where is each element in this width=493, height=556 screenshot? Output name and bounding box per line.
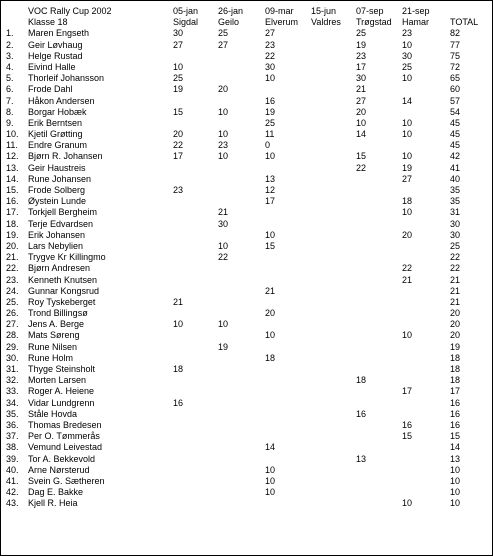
- driver-name: Lars Nebylien: [28, 240, 84, 251]
- score-cell-race-2: 10: [218, 319, 229, 330]
- rank-cell: 34.: [6, 397, 19, 408]
- driver-name: Roger A. Heiene: [28, 386, 95, 397]
- total-cell: 14: [450, 442, 461, 453]
- driver-name: Erik Berntsen: [28, 117, 83, 128]
- score-cell-race-6: 15: [402, 431, 413, 442]
- rank-cell: 12.: [6, 151, 19, 162]
- driver-name: Erik Johansen: [28, 229, 86, 240]
- rank-cell: 42.: [6, 487, 19, 498]
- class-subtitle: Klasse 18: [28, 17, 68, 28]
- score-cell-race-3: 10: [265, 151, 276, 162]
- rank-cell: 16.: [6, 196, 19, 207]
- rank-cell: 23.: [6, 274, 19, 285]
- total-cell: 18: [450, 352, 461, 363]
- score-cell-race-1: 10: [173, 61, 184, 72]
- score-cell-race-5: 13: [356, 453, 367, 464]
- rank-cell: 29.: [6, 341, 19, 352]
- total-cell: 77: [450, 39, 461, 50]
- score-cell-race-2: 25: [218, 28, 229, 39]
- score-cell-race-2: 10: [218, 106, 229, 117]
- score-cell-race-5: 16: [356, 408, 367, 419]
- score-cell-race-5: 23: [356, 50, 367, 61]
- score-cell-race-2: 27: [218, 39, 229, 50]
- sheet-title: VOC Rally Cup 2002: [28, 6, 112, 16]
- score-cell-race-6: 27: [402, 173, 413, 184]
- place-header-2: Geilo: [218, 17, 240, 28]
- total-cell: 35: [450, 196, 461, 207]
- total-cell: 19: [450, 341, 461, 352]
- rank-cell: 7.: [6, 95, 14, 106]
- total-cell: 42: [450, 151, 461, 162]
- driver-name: Trond Billingsø: [28, 308, 88, 319]
- rank-cell: 27.: [6, 319, 19, 330]
- score-cell-race-1: 27: [173, 39, 184, 50]
- driver-name: Bjørn Andresen: [28, 263, 91, 274]
- total-cell: 21: [450, 296, 461, 307]
- date-header-4: 15-jun: [311, 6, 337, 16]
- rank-cell: 20.: [6, 240, 19, 251]
- rank-cell: 13.: [6, 162, 19, 173]
- driver-name: Vidar Lundgrenn: [28, 397, 95, 408]
- total-cell: 54: [450, 106, 461, 117]
- driver-name: Thomas Bredesen: [28, 419, 102, 430]
- rank-cell: 24.: [6, 285, 19, 296]
- rank-cell: 14.: [6, 173, 19, 184]
- rank-cell: 11.: [6, 140, 18, 151]
- rank-cell: 8.: [6, 106, 14, 117]
- driver-name: Kjetil Grøtting: [28, 129, 83, 140]
- rank-cell: 30.: [6, 352, 19, 363]
- rank-cell: 15.: [6, 185, 19, 195]
- score-cell-race-5: 21: [356, 84, 367, 95]
- driver-name: Jens A. Berge: [28, 319, 85, 330]
- date-header-5: 07-sep: [356, 6, 384, 16]
- total-cell: 41: [450, 162, 461, 173]
- score-cell-race-6: 14: [402, 95, 413, 106]
- score-cell-race-3: 19: [265, 106, 276, 117]
- rank-cell: 18.: [6, 218, 19, 229]
- total-cell: 18: [450, 375, 461, 386]
- driver-name: Helge Rustad: [28, 50, 83, 61]
- driver-name: Endre Granum: [28, 140, 88, 151]
- total-cell: 10: [450, 464, 461, 475]
- driver-name: Øystein Lunde: [28, 196, 87, 207]
- total-cell: 60: [450, 84, 461, 95]
- total-header: TOTAL: [450, 17, 479, 28]
- score-cell-race-1: 18: [173, 364, 184, 374]
- score-cell-race-5: 14: [356, 129, 367, 140]
- score-cell-race-1: 23: [173, 185, 184, 195]
- score-cell-race-3: 0: [265, 140, 271, 151]
- total-cell: 17: [450, 386, 461, 397]
- total-cell: 16: [450, 419, 461, 430]
- driver-name: Frode Solberg: [28, 185, 86, 195]
- place-header-3: Elverum: [265, 17, 299, 28]
- date-header-6: 21-sep: [402, 6, 430, 16]
- total-cell: 30: [450, 218, 461, 229]
- driver-name: Kjell R. Heia: [28, 498, 78, 509]
- total-cell: 16: [450, 408, 461, 419]
- driver-name: Dag E. Bakke: [28, 487, 84, 498]
- score-cell-race-5: 20: [356, 106, 367, 117]
- score-cell-race-6: 20: [402, 229, 413, 240]
- score-cell-race-2: 21: [218, 207, 229, 218]
- place-header-1: Sigdal: [173, 17, 199, 28]
- score-cell-race-2: 10: [218, 151, 229, 162]
- score-cell-race-1: 21: [173, 296, 184, 307]
- driver-name: Håkon Andersen: [28, 95, 95, 106]
- total-cell: 21: [450, 274, 461, 285]
- total-cell: 30: [450, 229, 461, 240]
- rank-cell: 22.: [6, 263, 19, 274]
- driver-name: Geir Løvhaug: [28, 39, 83, 50]
- score-cell-race-6: 30: [402, 50, 413, 61]
- place-header-6: Hamar: [402, 17, 430, 28]
- rank-cell: 9.: [6, 117, 14, 128]
- score-cell-race-6: 10: [402, 498, 413, 509]
- score-cell-race-1: 10: [173, 319, 184, 330]
- score-cell-race-3: 10: [265, 229, 276, 240]
- driver-name: Torkjell Bergheim: [28, 207, 98, 218]
- score-cell-race-6: 10: [402, 151, 413, 162]
- total-cell: 75: [450, 50, 461, 61]
- score-cell-race-2: 19: [218, 341, 229, 352]
- score-cell-race-3: 10: [265, 487, 276, 498]
- total-cell: 15: [450, 431, 461, 442]
- total-cell: 40: [450, 173, 461, 184]
- rank-cell: 4.: [6, 61, 14, 72]
- driver-name: Per O. Tømmerås: [28, 431, 100, 442]
- total-cell: 21: [450, 285, 461, 296]
- date-header-2: 26-jan: [218, 6, 244, 16]
- total-cell: 82: [450, 28, 461, 39]
- driver-name: Thyge Steinsholt: [28, 364, 96, 374]
- rank-cell: 25.: [6, 296, 19, 307]
- rank-cell: 3.: [6, 50, 14, 61]
- score-cell-race-3: 21: [265, 285, 276, 296]
- score-cell-race-6: 19: [402, 162, 413, 173]
- score-cell-race-6: 23: [402, 28, 413, 39]
- rank-cell: 41.: [6, 475, 19, 486]
- total-cell: 72: [450, 61, 461, 72]
- score-cell-race-6: 10: [402, 73, 413, 84]
- rank-cell: 39.: [6, 453, 19, 464]
- score-cell-race-1: 16: [173, 397, 184, 408]
- total-cell: 20: [450, 308, 461, 319]
- driver-name: Mats Søreng: [28, 330, 80, 341]
- score-cell-race-3: 10: [265, 330, 276, 341]
- rank-cell: 17.: [6, 207, 19, 218]
- total-cell: 25: [450, 240, 461, 251]
- score-cell-race-1: 30: [173, 28, 184, 39]
- driver-name: Kenneth Knutsen: [28, 274, 98, 285]
- driver-name: Morten Larsen: [28, 375, 87, 386]
- score-cell-race-1: 19: [173, 84, 184, 95]
- date-header-1: 05-jan: [173, 6, 199, 16]
- rank-cell: 32.: [6, 375, 19, 386]
- place-header-4: Valdres: [311, 17, 341, 28]
- rank-cell: 43.: [6, 498, 19, 509]
- driver-name: Vemund Leivestad: [28, 442, 103, 453]
- score-cell-race-3: 25: [265, 117, 276, 128]
- score-cell-race-5: 25: [356, 28, 367, 39]
- total-cell: 45: [450, 117, 461, 128]
- driver-name: Ståle Hovda: [28, 408, 78, 419]
- total-cell: 65: [450, 73, 461, 84]
- score-cell-race-6: 10: [402, 117, 413, 128]
- driver-name: Terje Edvardsen: [28, 218, 94, 229]
- score-cell-race-3: 13: [265, 173, 276, 184]
- score-cell-race-2: 22: [218, 252, 229, 263]
- total-cell: 31: [450, 207, 461, 218]
- rank-cell: 38.: [6, 442, 19, 453]
- rank-cell: 5.: [6, 73, 14, 84]
- rank-cell: 1.: [6, 28, 14, 39]
- total-cell: 35: [450, 185, 461, 195]
- score-cell-race-5: 19: [356, 39, 367, 50]
- score-cell-race-3: 17: [265, 196, 276, 207]
- driver-name: Tor A. Bekkevold: [28, 453, 96, 464]
- driver-name: Thorleif Johansson: [28, 73, 105, 84]
- rank-cell: 28.: [6, 330, 19, 341]
- driver-name: Borgar Hobæk: [28, 106, 87, 117]
- score-cell-race-6: 22: [402, 263, 413, 274]
- score-cell-race-2: 10: [218, 129, 229, 140]
- score-cell-race-2: 30: [218, 218, 229, 229]
- score-cell-race-3: 22: [265, 50, 276, 61]
- score-cell-race-6: 10: [402, 330, 413, 341]
- rank-cell: 35.: [6, 408, 19, 419]
- total-cell: 45: [450, 140, 461, 151]
- score-cell-race-1: 25: [173, 73, 184, 84]
- driver-name: Frode Dahl: [28, 84, 73, 95]
- rank-cell: 37.: [6, 431, 19, 442]
- driver-name: Bjørn R. Johansen: [28, 151, 103, 162]
- driver-name: Maren Engseth: [28, 28, 90, 39]
- place-header-5: Trøgstad: [356, 17, 392, 28]
- score-cell-race-3: 14: [265, 442, 276, 453]
- total-cell: 18: [450, 364, 461, 374]
- score-cell-race-5: 30: [356, 73, 367, 84]
- total-cell: 13: [450, 453, 461, 464]
- score-cell-race-6: 18: [402, 196, 413, 207]
- total-cell: 16: [450, 397, 461, 408]
- total-cell: 22: [450, 263, 461, 274]
- score-cell-race-6: 10: [402, 207, 413, 218]
- score-cell-race-6: 16: [402, 419, 413, 430]
- score-cell-race-1: 15: [173, 106, 184, 117]
- rank-cell: 36.: [6, 419, 19, 430]
- date-header-3: 09-mar: [265, 6, 294, 16]
- score-cell-race-5: 18: [356, 375, 367, 386]
- score-cell-race-3: 11: [265, 129, 275, 140]
- score-cell-race-5: 10: [356, 117, 367, 128]
- score-cell-race-3: 10: [265, 464, 276, 475]
- score-cell-race-6: 17: [402, 386, 413, 397]
- rank-cell: 31.: [6, 364, 19, 374]
- total-cell: 10: [450, 498, 461, 509]
- driver-name: Svein G. Sætheren: [28, 475, 105, 486]
- rank-cell: 21.: [6, 252, 19, 263]
- driver-name: Trygve Kr Killingmo: [28, 252, 106, 263]
- total-cell: 22: [450, 252, 461, 263]
- score-cell-race-3: 30: [265, 61, 276, 72]
- score-cell-race-5: 22: [356, 162, 367, 173]
- total-cell: 20: [450, 319, 461, 330]
- driver-name: Rune Nilsen: [28, 341, 78, 352]
- rank-cell: 19.: [6, 229, 19, 240]
- rank-cell: 10.: [6, 129, 19, 140]
- score-cell-race-1: 22: [173, 140, 184, 151]
- rank-cell: 26.: [6, 308, 19, 319]
- total-cell: 10: [450, 475, 461, 486]
- score-cell-race-3: 10: [265, 475, 276, 486]
- rank-cell: 33.: [6, 386, 19, 397]
- driver-name: Rune Holm: [28, 352, 74, 363]
- rank-cell: 40.: [6, 464, 19, 475]
- score-cell-race-6: 10: [402, 39, 413, 50]
- driver-name: Rune Johansen: [28, 173, 92, 184]
- driver-name: Roy Tyskeberget: [28, 296, 96, 307]
- total-cell: 57: [450, 95, 461, 106]
- total-cell: 10: [450, 487, 461, 498]
- score-cell-race-6: 10: [402, 129, 413, 140]
- score-cell-race-6: 25: [402, 61, 413, 72]
- score-cell-race-5: 27: [356, 95, 367, 106]
- total-cell: 20: [450, 330, 461, 341]
- score-cell-race-2: 23: [218, 140, 229, 151]
- score-cell-race-1: 20: [173, 129, 184, 140]
- score-cell-race-2: 10: [218, 240, 229, 251]
- score-cell-race-3: 12: [265, 185, 276, 195]
- score-cell-race-5: 17: [356, 61, 367, 72]
- score-cell-race-3: 10: [265, 73, 276, 84]
- driver-name: Arne Nørsterud: [28, 464, 90, 475]
- total-cell: 45: [450, 129, 461, 140]
- driver-name: Gunnar Kongsrud: [28, 285, 100, 296]
- rank-cell: 2.: [6, 39, 14, 50]
- driver-name: Geir Haustreis: [28, 162, 86, 173]
- driver-name: Eivind Halle: [28, 61, 76, 72]
- score-cell-race-6: 21: [402, 274, 413, 285]
- score-cell-race-3: 23: [265, 39, 276, 50]
- score-cell-race-3: 18: [265, 352, 276, 363]
- score-cell-race-3: 15: [265, 240, 276, 251]
- score-cell-race-1: 17: [173, 151, 184, 162]
- rank-cell: 6.: [6, 84, 14, 95]
- score-cell-race-3: 16: [265, 95, 276, 106]
- score-cell-race-3: 20: [265, 308, 276, 319]
- score-cell-race-3: 27: [265, 28, 276, 39]
- score-cell-race-5: 15: [356, 151, 367, 162]
- score-cell-race-2: 20: [218, 84, 229, 95]
